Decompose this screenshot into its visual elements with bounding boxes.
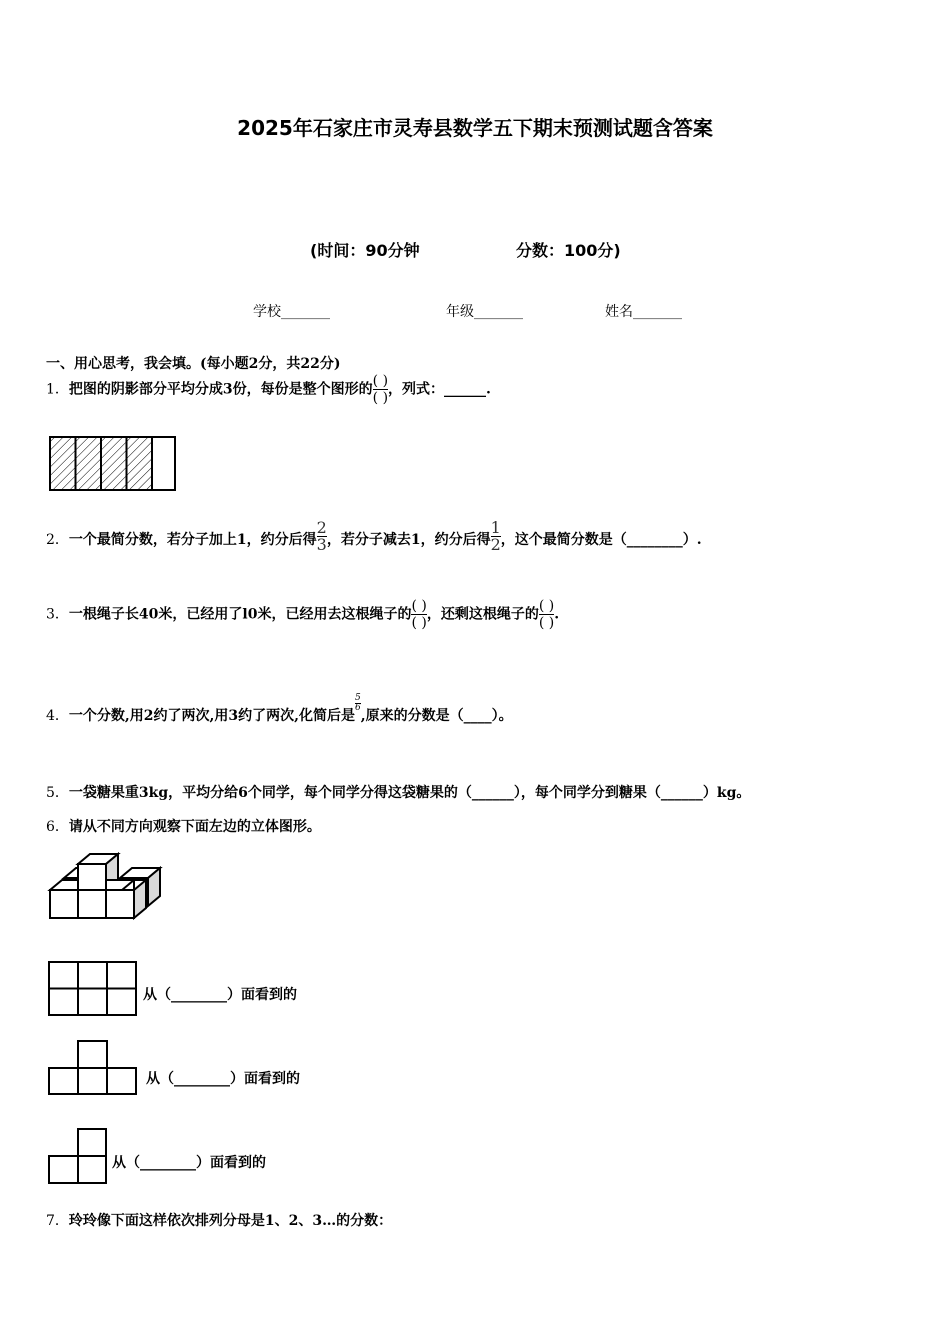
fraction-denominator: ( ) [372,390,389,406]
view-grid-2x3 [48,961,140,1017]
question-text: 一袋糖果重3kg，平均分给6个同学，每个同学分得这袋糖果的（______），每个同学分到糖果（______）kg。 [68,785,751,801]
question-text: 玲玲像下面这样依次排列分母是1、2、3…的分数： [68,1213,393,1229]
view-3-label: 从（________）面看到的 [112,1155,266,1171]
fraction-numerator: 2 [316,518,327,537]
fraction-denominator: 2 [490,535,501,554]
grade-field: 年级_______ [446,304,523,320]
question-text-tail: ，这个最简分数是（________）. [500,532,702,548]
fraction-numerator: 1 [490,518,501,537]
question-number: 1． [46,381,69,398]
fraction-denominator: ( ) [411,615,427,631]
question-text: 请从不同方向观察下面左边的立体图形。 [68,819,321,835]
question-text: 一个分数,用2约了两次,用3约了两次,化简后是 [68,708,356,724]
cube-stack-figure [48,852,163,922]
fraction-numerator: ( ) [411,598,427,614]
question-number: 3． [46,606,69,623]
question-text: 把图的阴影部分平均分成3份，每份是整个图形的 [68,381,373,398]
fraction-two-thirds [317,520,327,553]
question-2 [46,520,702,553]
question-text: 一根绳子长40米，已经用了l0米，已经用去这根绳子的 [68,606,412,623]
blank-fraction [539,598,554,631]
question-5 [46,782,750,802]
question-7 [46,1210,392,1230]
section-heading: 一、用心思考，我会填。(每小题2分，共22分) [46,356,341,372]
name-field: 姓名_______ [605,304,682,320]
question-number: 7． [46,1213,69,1229]
fraction-denominator: ( ) [538,615,555,631]
question-6 [46,816,321,836]
blank-fraction [411,598,426,631]
question-1 [46,373,491,406]
question-number: 4． [46,708,69,724]
question-number: 6． [46,819,69,835]
question-4 [46,694,513,725]
question-text: ，还剩这根绳子的 [426,606,539,623]
fraction-numerator: ( ) [538,598,555,614]
view-t-shape [48,1040,140,1096]
school-field: 学校_______ [253,304,330,320]
fraction-denominator: 3 [316,535,327,554]
document-title: 2025年石家庄市灵寿县数学五下期末预测试题含答案 [237,116,713,140]
question-text-tail: ，列式：______. [388,381,491,398]
question-3 [46,598,559,631]
fraction-numerator: ( ) [372,373,389,389]
question-text-tail: . [554,606,560,623]
question-text: ，若分子减去1，约分后得 [326,532,491,548]
question-number: 5． [46,785,69,801]
fraction-denominator: 6 [355,703,361,713]
view-l-shape [48,1128,110,1186]
exam-time: (时间：90分钟 [310,241,420,260]
fraction-one-half [491,520,501,553]
view-2-label: 从（________）面看到的 [146,1071,300,1087]
fraction-numerator: 5 [355,693,361,703]
question-number: 2． [46,532,69,548]
blank-fraction [373,373,388,406]
view-1-label: 从（________）面看到的 [143,987,297,1003]
hatched-rectangle-figure [48,435,178,493]
question-text-tail: ,原来的分数是（____）。 [360,708,513,724]
question-text: 一个最简分数，若分子加上1，约分后得 [68,532,317,548]
exam-score: 分数：100分) [516,241,621,260]
